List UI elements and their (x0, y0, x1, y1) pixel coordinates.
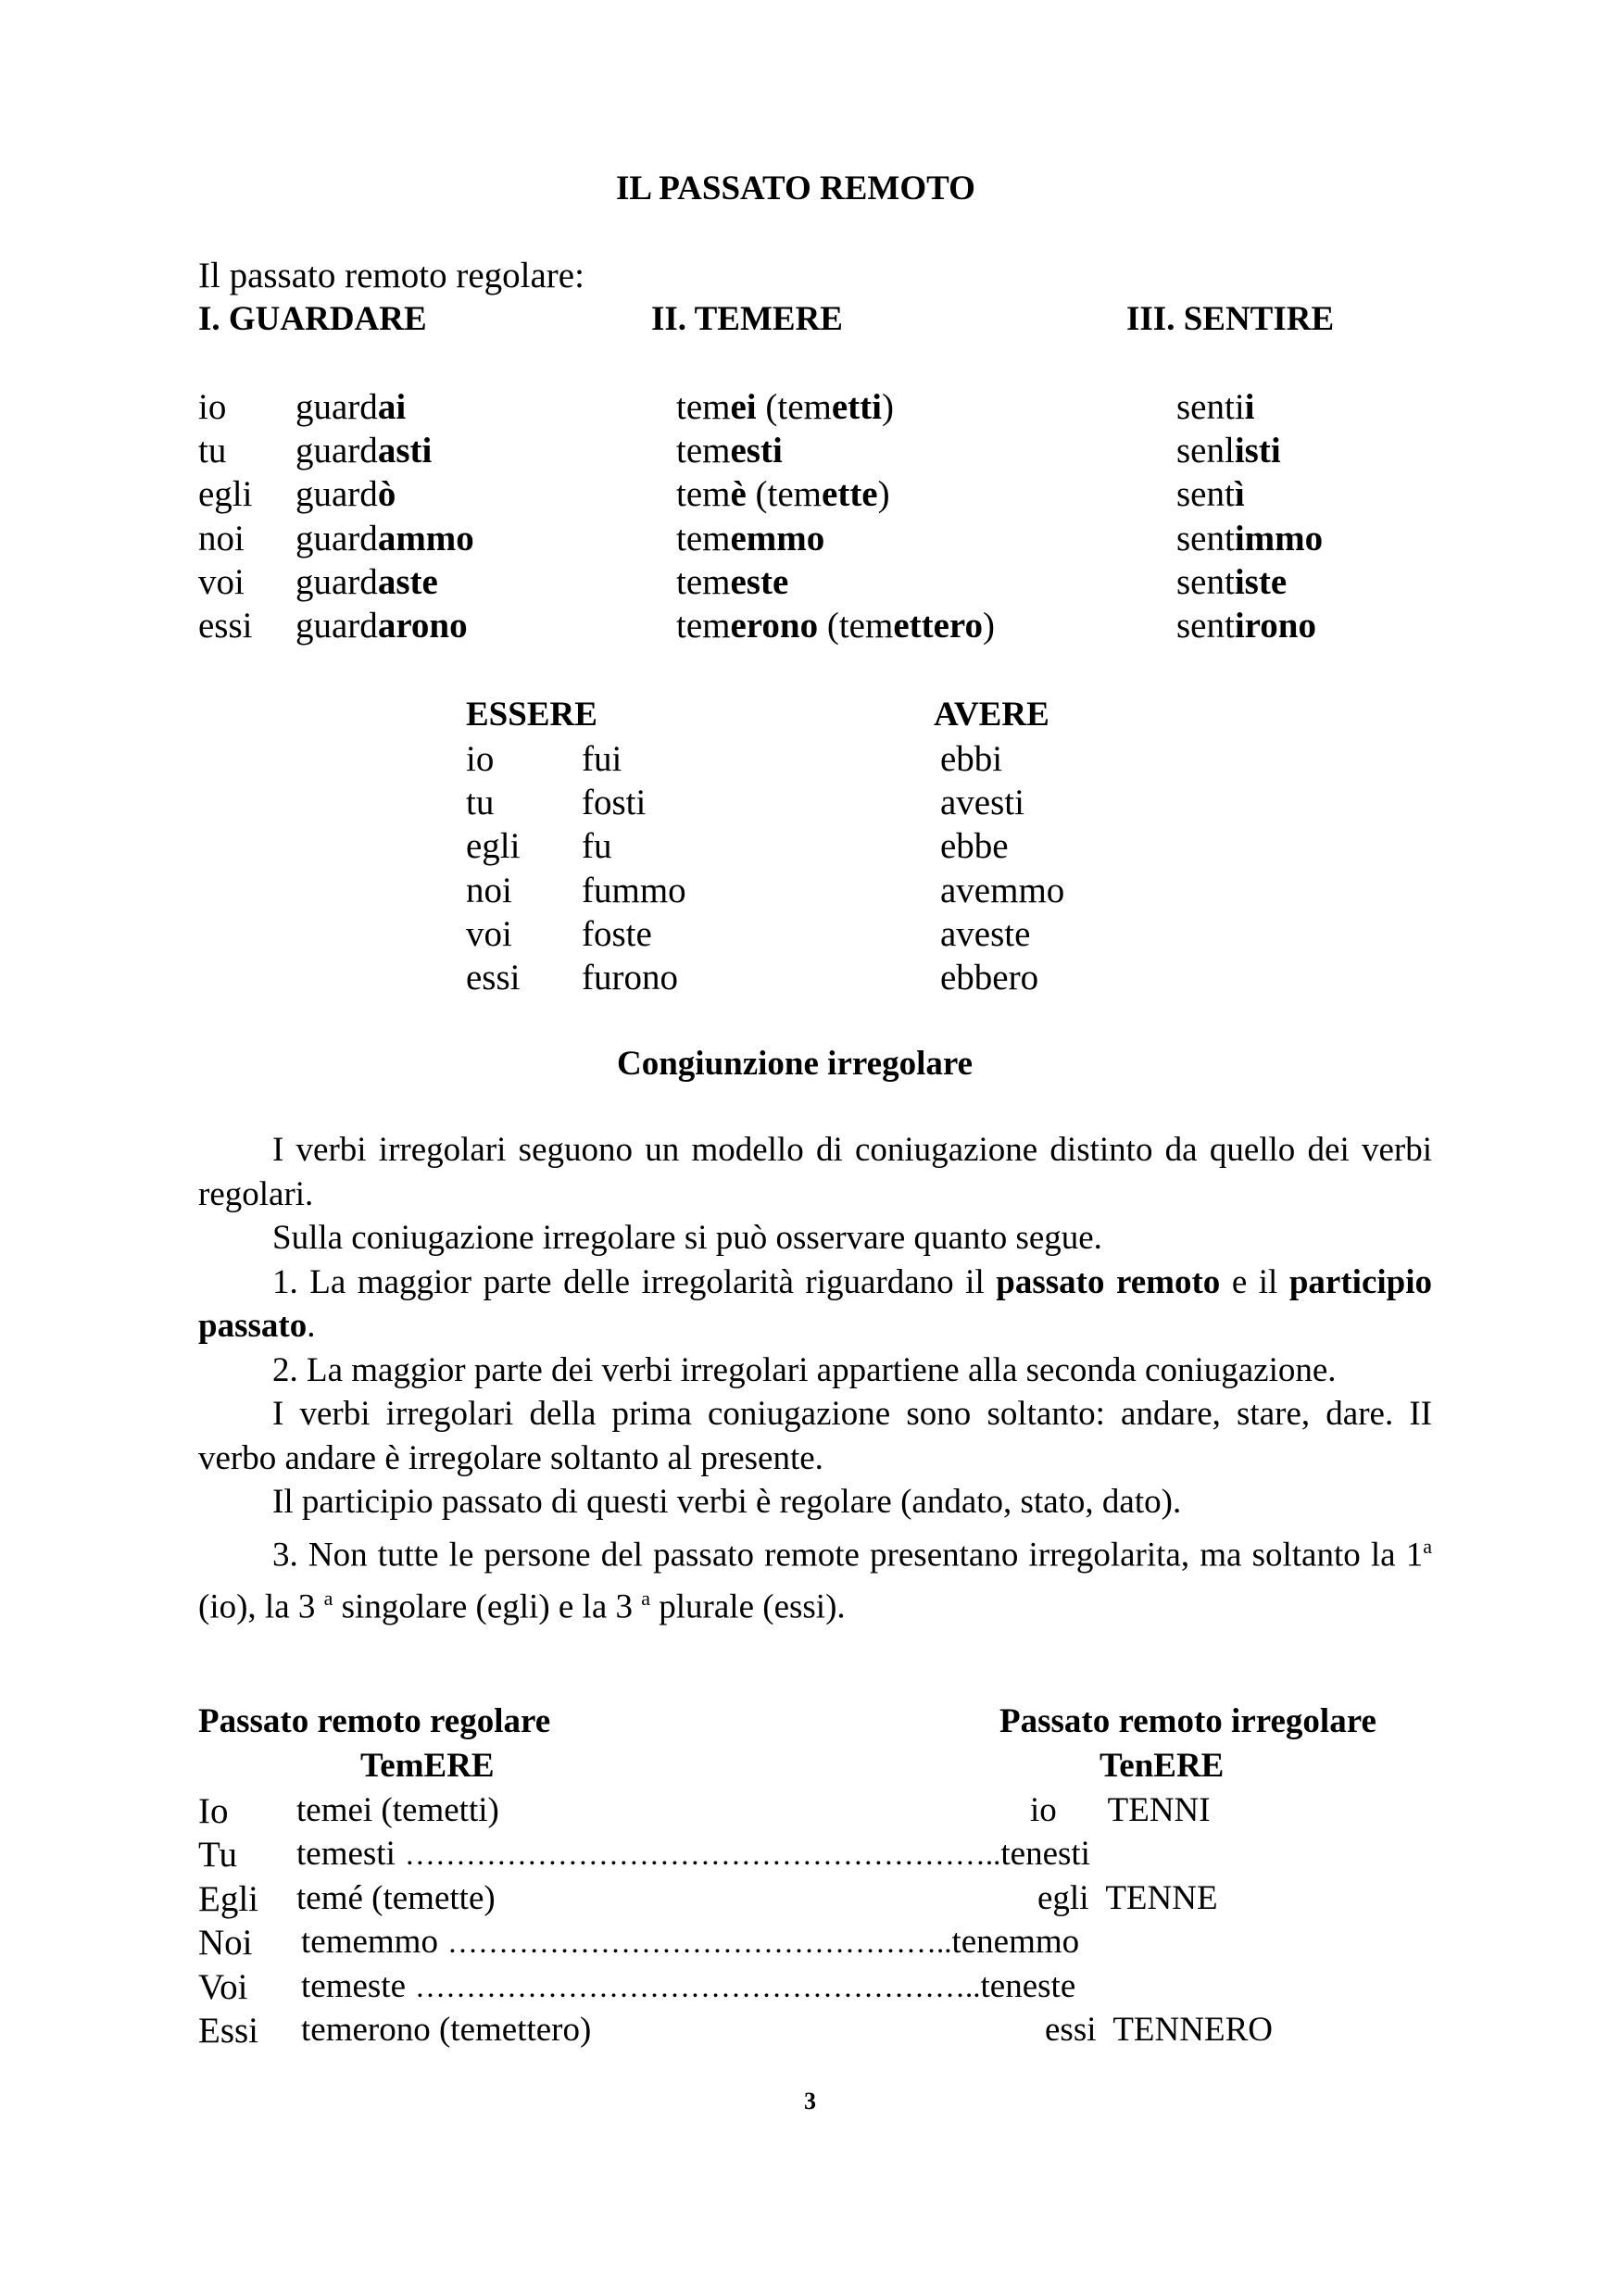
avere-form: avesti (940, 783, 1024, 822)
verb-ending: isti (1234, 431, 1281, 470)
conj-form-c2 (676, 608, 995, 644)
irregular-form: io TENNI (1030, 1791, 1211, 1829)
verb-stem: guard (295, 387, 378, 427)
irregular-form: tenemmo (951, 1923, 1080, 1961)
verb-ending: è (730, 474, 747, 514)
essere-header: ESSERE (466, 696, 597, 734)
verb-stem: (tem (746, 474, 823, 514)
conj-form-c2 (676, 389, 894, 425)
verb-stem: tem (676, 606, 731, 646)
verb-stem: ) (983, 606, 996, 646)
conj-form-c3 (1176, 476, 1245, 512)
regular-form-text: temerono (temettero) (301, 2011, 592, 2049)
paragraph-3 (198, 1261, 1432, 1349)
conj-form-c1 (295, 389, 406, 425)
paragraph-3-text-a: 1. La maggior parte delle irregolarità riguardano il (272, 1262, 997, 1301)
aux-pronoun: voi (466, 914, 512, 954)
paragraph-1: I verbi irregolari seguono un modello di coniugazione distinto da quello dei verbi regolari. (198, 1131, 1432, 1213)
verb-ending: irono (1234, 606, 1316, 646)
conj-form-c1 (295, 608, 468, 644)
conj-form-c2 (676, 433, 783, 469)
compare-pronoun: Tu (198, 1835, 237, 1875)
conj-pronoun: essi (198, 606, 253, 646)
conj-form-c2 (676, 476, 890, 512)
essere-form: furono (582, 958, 678, 997)
compare-left-verb: TemERE (360, 1747, 495, 1785)
essere-form: fummo (582, 871, 686, 910)
paragraph-7 (198, 1524, 1432, 1630)
irregular-form: tenesti (1000, 1835, 1090, 1873)
avere-form: avemmo (940, 871, 1065, 910)
compare-left-header: Passato remoto regolare (198, 1702, 551, 1740)
paragraph-5: I verbi irregolari della prima coniugazione sono soltanto: andare, stare, dare. II verbo andare è irregolare soltanto al presente. (198, 1395, 1432, 1477)
paragraph-7-text-c: singolare (egli) e la 3 (333, 1587, 642, 1626)
conj-pronoun: voi (198, 562, 245, 602)
conj-form-c1 (295, 521, 474, 557)
conj-header-2: II. TEMERE (651, 300, 843, 338)
essere-form: fui (582, 739, 622, 779)
conj-form-c1 (295, 564, 438, 600)
conj-form-c2 (676, 564, 788, 600)
verb-stem: sent (1176, 519, 1235, 558)
aux-pronoun: tu (466, 783, 495, 822)
irregular-form: teneste (980, 1967, 1076, 2005)
verb-stem: senti (1176, 387, 1245, 427)
paragraph-3-text-b: e il (1220, 1262, 1289, 1301)
verb-stem: ) (881, 387, 894, 427)
verb-ending: ammo (377, 519, 474, 558)
avere-form: ebbi (940, 739, 1003, 779)
avere-header: AVERE (934, 696, 1049, 734)
verb-stem: guard (295, 431, 378, 470)
conj-pronoun: tu (198, 431, 227, 470)
regular-form-text: temei (temetti) (296, 1791, 499, 1829)
verb-ending: asti (377, 431, 433, 470)
verb-stem: guard (295, 606, 378, 646)
verb-stem: sent (1176, 474, 1235, 514)
irregular-form: essi TENNERO (1045, 2011, 1273, 2049)
leader-dots: ………………………………………………….. (404, 1838, 1001, 1872)
compare-pronoun: Io (198, 1791, 229, 1831)
avere-form: aveste (940, 914, 1031, 954)
verb-stem: (tem (756, 387, 832, 427)
essere-form: foste (582, 914, 652, 954)
leader-dots: ……………………………………………….. (415, 1971, 981, 2004)
verb-ending: ò (377, 474, 396, 514)
regular-form (301, 2013, 591, 2047)
intro-text: Il passato remoto regolare: (198, 256, 584, 295)
verb-ending: esti (730, 431, 783, 470)
regular-form (296, 1793, 499, 1827)
verb-stem: guard (295, 562, 378, 602)
compare-right-header: Passato remoto irregolare (999, 1702, 1376, 1740)
superscript-2: a (323, 1587, 333, 1611)
paragraph-3-bold-b: participio passato (198, 1262, 1433, 1345)
essere-form: fosti (582, 783, 647, 822)
regular-form-text: temeste (301, 1967, 407, 2005)
conj-form-c1 (295, 476, 396, 512)
verb-stem: tem (676, 431, 731, 470)
paragraph-7-text-a: 3. Non tutte le persone del passato remote presentano irregolarita, ma soltanto la 1 (272, 1535, 1424, 1574)
superscript-3: a (641, 1587, 651, 1611)
compare-pronoun: Voi (198, 1967, 248, 2007)
verb-ending: ei (730, 387, 757, 427)
verb-stem: (tem (818, 606, 894, 646)
conj-pronoun: egli (198, 474, 253, 514)
conj-pronoun: noi (198, 519, 245, 558)
verb-ending: etti (831, 387, 882, 427)
verb-ending: arono (377, 606, 468, 646)
regular-form (296, 1837, 1090, 1871)
verb-ending: emmo (730, 519, 825, 558)
paragraph-7-text-d: plurale (essi). (650, 1587, 846, 1626)
verb-ending: erono (730, 606, 819, 646)
conj-pronoun: io (198, 387, 227, 427)
paragraph-2: Sulla coniugazione irregolare si può osservare quanto segue. (272, 1219, 1102, 1257)
aux-pronoun: io (466, 739, 495, 779)
verb-stem: ) (877, 474, 890, 514)
paragraph-4: 2. La maggior parte dei verbi irregolari appartiene alla seconda coniugazione. (272, 1350, 1337, 1389)
conj-header-1: I. GUARDARE (198, 300, 427, 338)
conj-form-c3 (1176, 433, 1281, 469)
page-number: 3 (804, 2088, 816, 2114)
body-text (198, 1128, 1432, 1629)
paragraph-7-text-b: (io), la 3 (198, 1587, 324, 1626)
regular-form (296, 1881, 496, 1915)
verb-stem: tem (676, 474, 731, 514)
verb-ending: aste (377, 562, 438, 602)
leader-dots: ………………………………………….. (446, 1926, 952, 1960)
verb-ending: immo (1234, 519, 1324, 558)
verb-ending: ette (822, 474, 878, 514)
paragraph-6: Il participio passato di questi verbi è regolare (andato, stato, dato). (272, 1483, 1182, 1521)
verb-ending: iste (1234, 562, 1288, 602)
verb-ending: ai (377, 387, 407, 427)
verb-stem: senl (1176, 431, 1235, 470)
verb-ending: ettero (893, 606, 984, 646)
conj-form-c3 (1176, 564, 1287, 600)
compare-pronoun: Noi (198, 1923, 253, 1963)
compare-pronoun: Essi (198, 2011, 259, 2051)
aux-pronoun: egli (466, 826, 521, 866)
conj-form-c1 (295, 433, 432, 469)
verb-stem: guard (295, 519, 378, 558)
compare-right-verb: TenERE (1100, 1747, 1225, 1785)
regular-form (301, 1925, 1079, 1959)
paragraph-3-text-c: . (307, 1307, 316, 1345)
conj-form-c2 (676, 521, 824, 557)
regular-form-text: temé (temette) (296, 1879, 496, 1917)
regular-form-text: temesti (296, 1835, 396, 1873)
verb-ending: este (730, 562, 789, 602)
regular-form (301, 1969, 1075, 2003)
conj-form-c3 (1176, 521, 1323, 557)
section-title: Congiunzione irregolare (617, 1045, 974, 1083)
aux-pronoun: noi (466, 871, 512, 910)
verb-stem: tem (676, 387, 731, 427)
verb-stem: sent (1176, 562, 1235, 602)
conj-header-3: III. SENTIRE (1126, 300, 1335, 338)
paragraph-3-bold-a: passato remoto (996, 1262, 1221, 1301)
conj-form-c3 (1176, 389, 1255, 425)
irregular-form: egli TENNE (1037, 1879, 1218, 1917)
page-title: IL PASSATO REMOTO (616, 169, 975, 207)
conj-form-c3 (1176, 608, 1316, 644)
verb-stem: sent (1176, 606, 1235, 646)
avere-form: ebbe (940, 826, 1009, 866)
essere-form: fu (582, 826, 612, 866)
verb-stem: tem (676, 519, 731, 558)
verb-stem: tem (676, 562, 731, 602)
regular-form-text: tememmo (301, 1923, 438, 1961)
verb-stem: guard (295, 474, 378, 514)
aux-pronoun: essi (466, 958, 521, 997)
avere-form: ebbero (940, 958, 1039, 997)
superscript-1: a (1423, 1534, 1432, 1558)
verb-ending: i (1244, 387, 1255, 427)
verb-ending: ì (1234, 474, 1245, 514)
compare-pronoun: Egli (198, 1879, 258, 1919)
